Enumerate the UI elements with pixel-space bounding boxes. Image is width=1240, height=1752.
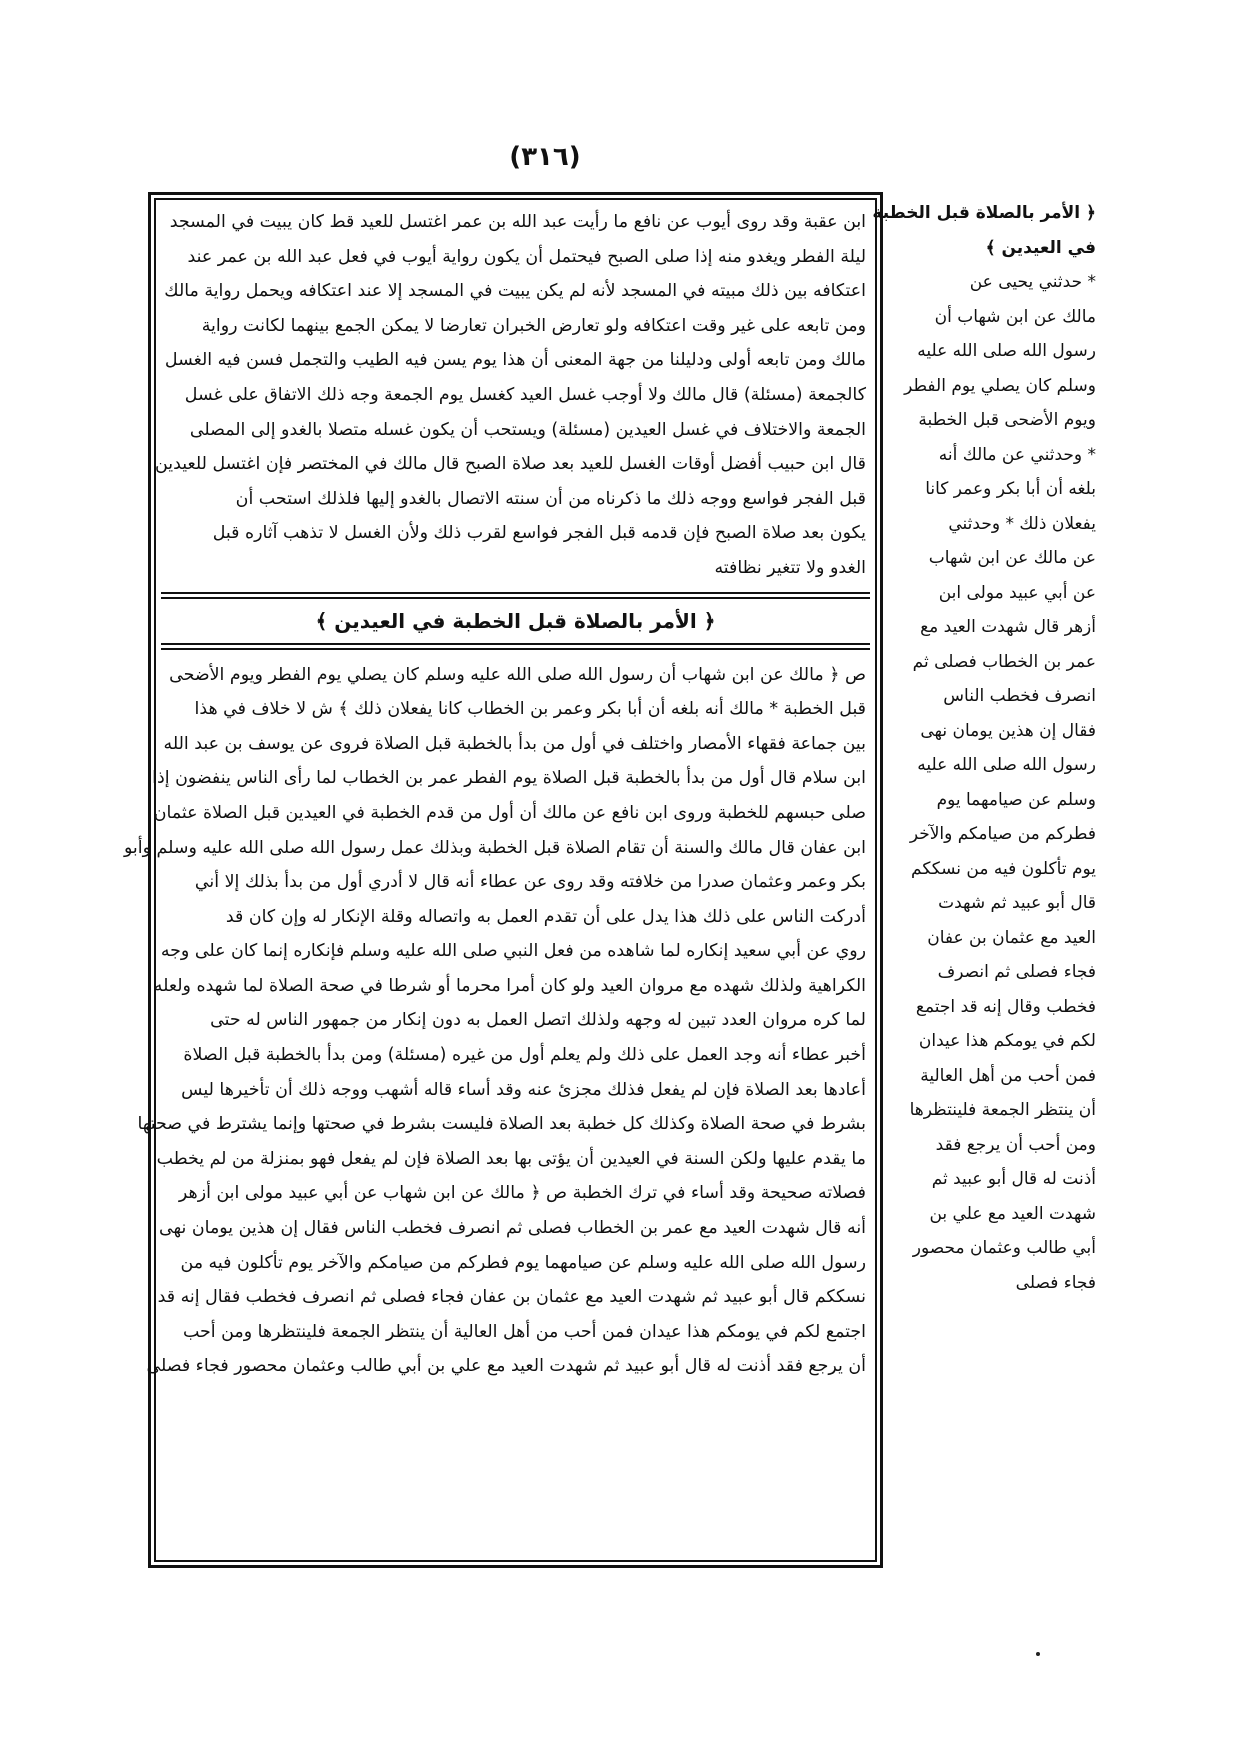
margin-line: أبي طالب وعثمان محصور: [912, 1238, 1096, 1258]
margin-line: وسلم كان يصلي يوم الفطر: [904, 375, 1096, 396]
page-number: (٣١٦): [509, 142, 581, 172]
text-line: ابن سلام قال أول من بدأ بالخطبة قبل الصلاة يوم الفطر عمر بن الخطاب لما رأى الناس ينفضون إذا: [152, 768, 866, 789]
margin-line: أزهر قال شهدت العيد مع: [920, 617, 1096, 637]
text-line: ابن عفان قال مالك والسنة أن تقام الصلاة قبل الخطبة وبذلك عمل رسول الله صلى الله عليه وسلم وأبو: [123, 837, 866, 858]
text-line: فصلاته صحيحة وقد أساء في ترك الخطبة ص ﴿ مالك عن ابن شهاب عن أبي عبيد مولى ابن أزهر: [178, 1183, 866, 1204]
margin-line: ويوم الأضحى قبل الخطبة: [918, 410, 1096, 430]
text-line: لما كره مروان العدد تبين له وجهه ولذلك اتصل العمل به دون إنكار من جمهور الناس له حتى: [210, 1010, 866, 1031]
margin-line: قال أبو عبيد ثم شهدت: [938, 893, 1096, 913]
text-line: الغدو ولا تتغير نظافته: [714, 557, 866, 578]
margin-line: وسلم عن صيامهما يوم: [936, 789, 1096, 810]
margin-line: أن ينتظر الجمعة فلينتظرها: [909, 1100, 1096, 1120]
margin-line: عن أبي عبيد مولى ابن: [938, 582, 1096, 603]
margin-line: لكم في يومكم هذا عيدان: [918, 1031, 1096, 1051]
text-line: اجتمع لكم في يومكم هذا عيدان فمن أحب من أهل العالية أن ينتظر الجمعة فلينتظرها ومن أحب: [182, 1321, 866, 1342]
margin-line: * وحدثني عن مالك أنه: [938, 444, 1096, 465]
margin-line: يوم تأكلون فيه من نسككم: [911, 858, 1096, 879]
text-line: بكر وعمر وعثمان صدرا من خلافته وقد روى عن عطاء أنه قال لا أدري أول من بدأ بذلك إلا أني: [194, 872, 866, 893]
text-line: ليلة الفطر ويغدو منه إذا صلى الصبح فيحتمل أن يكون رواية أيوب في فعل عبد الله بن عمر عند: [187, 246, 866, 267]
margin-line: فقال إن هذين يومان نهى: [920, 720, 1096, 741]
margin-line: فطركم من صيامكم والآخر: [909, 824, 1096, 844]
text-line: ابن عقبة وقد روى أيوب عن نافع ما رأيت عبد الله بن عمر اغتسل للعيد قط كان يبيت في المسجد: [169, 212, 866, 232]
text-line: أخبر عطاء أنه وجد العمل على ذلك ولم يعلم أول من غيره (مسئلة) ومن بدأ بالخطبة قبل الصلاة: [183, 1045, 866, 1066]
text-line: ص ﴿ مالك عن ابن شهاب أن رسول الله صلى الله عليه وسلم كان يصلي يوم الفطر ويوم الأضحى: [169, 664, 866, 685]
margin-line: فجاء فصلى: [1015, 1272, 1096, 1293]
margin-line: فمن أحب من أهل العالية: [920, 1065, 1096, 1086]
text-line: اعتكافه بين ذلك مبيته في المسجد لأنه لم يكن يبيت في المسجد إلا عند اعتكافه ويحمل رواية مالك: [164, 281, 866, 302]
text-line: أن يرجع فقد أذنت له قال أبو عبيد ثم شهدت العيد مع علي بن أبي طالب وعثمان محصور فجاء فصلى: [146, 1356, 866, 1377]
text-line: الجمعة والاختلاف في غسل العيدين (مسئلة) ويستحب أن يكون غسله متصلا بالغدو إلى المصلى: [189, 419, 866, 440]
lower-commentary: [123, 658, 870, 1384]
margin-line: رسول الله صلى الله عليه: [917, 341, 1096, 361]
text-line: يكون بعد صلاة الصبح فإن قدمه قبل الفجر فواسع لقرب ذلك ولأن الغسل لا تذهب آثاره قبل: [212, 523, 866, 544]
text-line: قبل الفجر فواسع ووجه ذلك ما ذكرناه من أن سنته الاتصال بالغدو إليها فلذلك استحب أن: [235, 488, 866, 509]
page-dot: [1036, 1652, 1040, 1656]
margin-line: مالك عن ابن شهاب أن: [934, 306, 1096, 327]
margin-line: بلغه أن أبا بكر وعمر كانا: [925, 479, 1096, 499]
text-line: أنه قال شهدت العيد مع عمر بن الخطاب فصلى ثم انصرف فخطب الناس فقال إن هذين يومان نهى: [159, 1218, 866, 1239]
text-line: صلى حبسهم للخطبة وروى ابن نافع عن مالك أن أول من قدم الخطبة في العيدين قبل الصلاة عثمان: [153, 802, 866, 823]
margin-line: ومن أحب أن يرجع فقد: [935, 1134, 1096, 1155]
text-line: قبل الخطبة * مالك أنه بلغه أن أبا بكر وعمر بن الخطاب كانا يفعلان ذلك ﴾ ش لا خلاف في هذا: [194, 699, 866, 720]
margin-line: أذنت له قال أبو عبيد ثم: [931, 1169, 1096, 1189]
section-divider-bottom: [161, 643, 870, 650]
text-line: قال ابن حبيب أفضل أوقات الغسل للعيد بعد صلاة الصبح قال مالك في المختصر فإن اغتسل للعيدين: [155, 454, 866, 475]
margin-line: انصرف فخطب الناس: [943, 686, 1096, 706]
margin-hadith-column: [872, 196, 1096, 1300]
margin-line: فخطب وقال إنه قد اجتمع: [915, 996, 1096, 1017]
margin-line: فجاء فصلى ثم انصرف: [937, 962, 1096, 982]
text-line: ما يقدم عليها ولكن السنة في العيدين أن يؤتى بها بعد الصلاة فإن لم يفعل فهو بمنزلة من لم يخطب: [156, 1148, 866, 1169]
margin-line: يفعلان ذلك * وحدثني: [948, 513, 1096, 534]
section-divider-top: [161, 592, 870, 599]
text-line: الكراهية ولذلك شهده مع مروان العيد ولو كان أمرا محرما أو شرطا في صحة الصلاة لما شهده ولعله: [153, 975, 866, 996]
text-line: أدركت الناس على ذلك هذا يدل على أن تقدم العمل به واتصاله وقلة الإنكار له وإن كان قد: [225, 906, 866, 927]
main-text-frame: [123, 192, 883, 1568]
margin-line: في العيدين ﴾: [985, 237, 1096, 258]
margin-line: العيد مع عثمان بن عفان: [927, 927, 1096, 948]
text-line: ومن تابعه على غير وقت اعتكافه ولو تعارض الخبران تعارضا لا يمكن الجمع بينهما لكانت رواية: [201, 315, 866, 336]
text-line: بين جماعة فقهاء الأمصار واختلف في أول من بدأ بالخطبة قبل الصلاة فروى عن يوسف بن عبد الله: [163, 733, 866, 754]
section-heading: ﴿ الأمر بالصلاة قبل الخطبة في العيدين ﴾: [315, 608, 716, 633]
text-line: أعادها بعد الصلاة فإن لم يفعل فذلك مجزئ عنه وقد أساء قاله أشهب ووجه ذلك أن تأخيرها ليس: [181, 1079, 866, 1100]
upper-commentary: [155, 205, 870, 586]
text-line: بشرط في صحة الصلاة وكذلك كل خطبة بعد الصلاة فليست بشرط في صحتها وإنما يشترط في صحتها: [137, 1114, 866, 1135]
text-line: مالك ومن تابعه أولى ودليلنا من جهة المعنى أن هذا يوم يسن فيه الطيب والتجمل فسن فيه الغسل: [164, 350, 866, 371]
text-line: كالجمعة (مسئلة) قال مالك ولا أوجب غسل العيد كغسل يوم الجمعة وجه ذلك الاتفاق على غسل: [184, 384, 866, 405]
margin-line: شهدت العيد مع علي بن: [929, 1203, 1096, 1224]
text-line: روي عن أبي سعيد إنكاره لما شاهده من فعل النبي صلى الله عليه وسلم فإنكاره إنما كان على وجه: [160, 941, 866, 962]
text-line: نسككم قال أبو عبيد ثم شهدت العيد مع عثمان بن عفان فجاء فصلى ثم انصرف فخطب فقال إنه قد: [157, 1287, 866, 1308]
margin-line: عن مالك عن ابن شهاب: [928, 548, 1096, 568]
margin-line: * حدثني يحيى عن: [969, 272, 1096, 292]
margin-line: رسول الله صلى الله عليه: [917, 755, 1096, 775]
text-line: رسول الله صلى الله عليه وسلم عن صيامهما يوم فطركم من صيامكم والآخر يوم تأكلون فيه من: [180, 1252, 866, 1273]
margin-line: عمر بن الخطاب فصلى ثم: [912, 651, 1096, 672]
margin-line: ﴿ الأمر بالصلاة قبل الخطبة: [872, 203, 1096, 223]
